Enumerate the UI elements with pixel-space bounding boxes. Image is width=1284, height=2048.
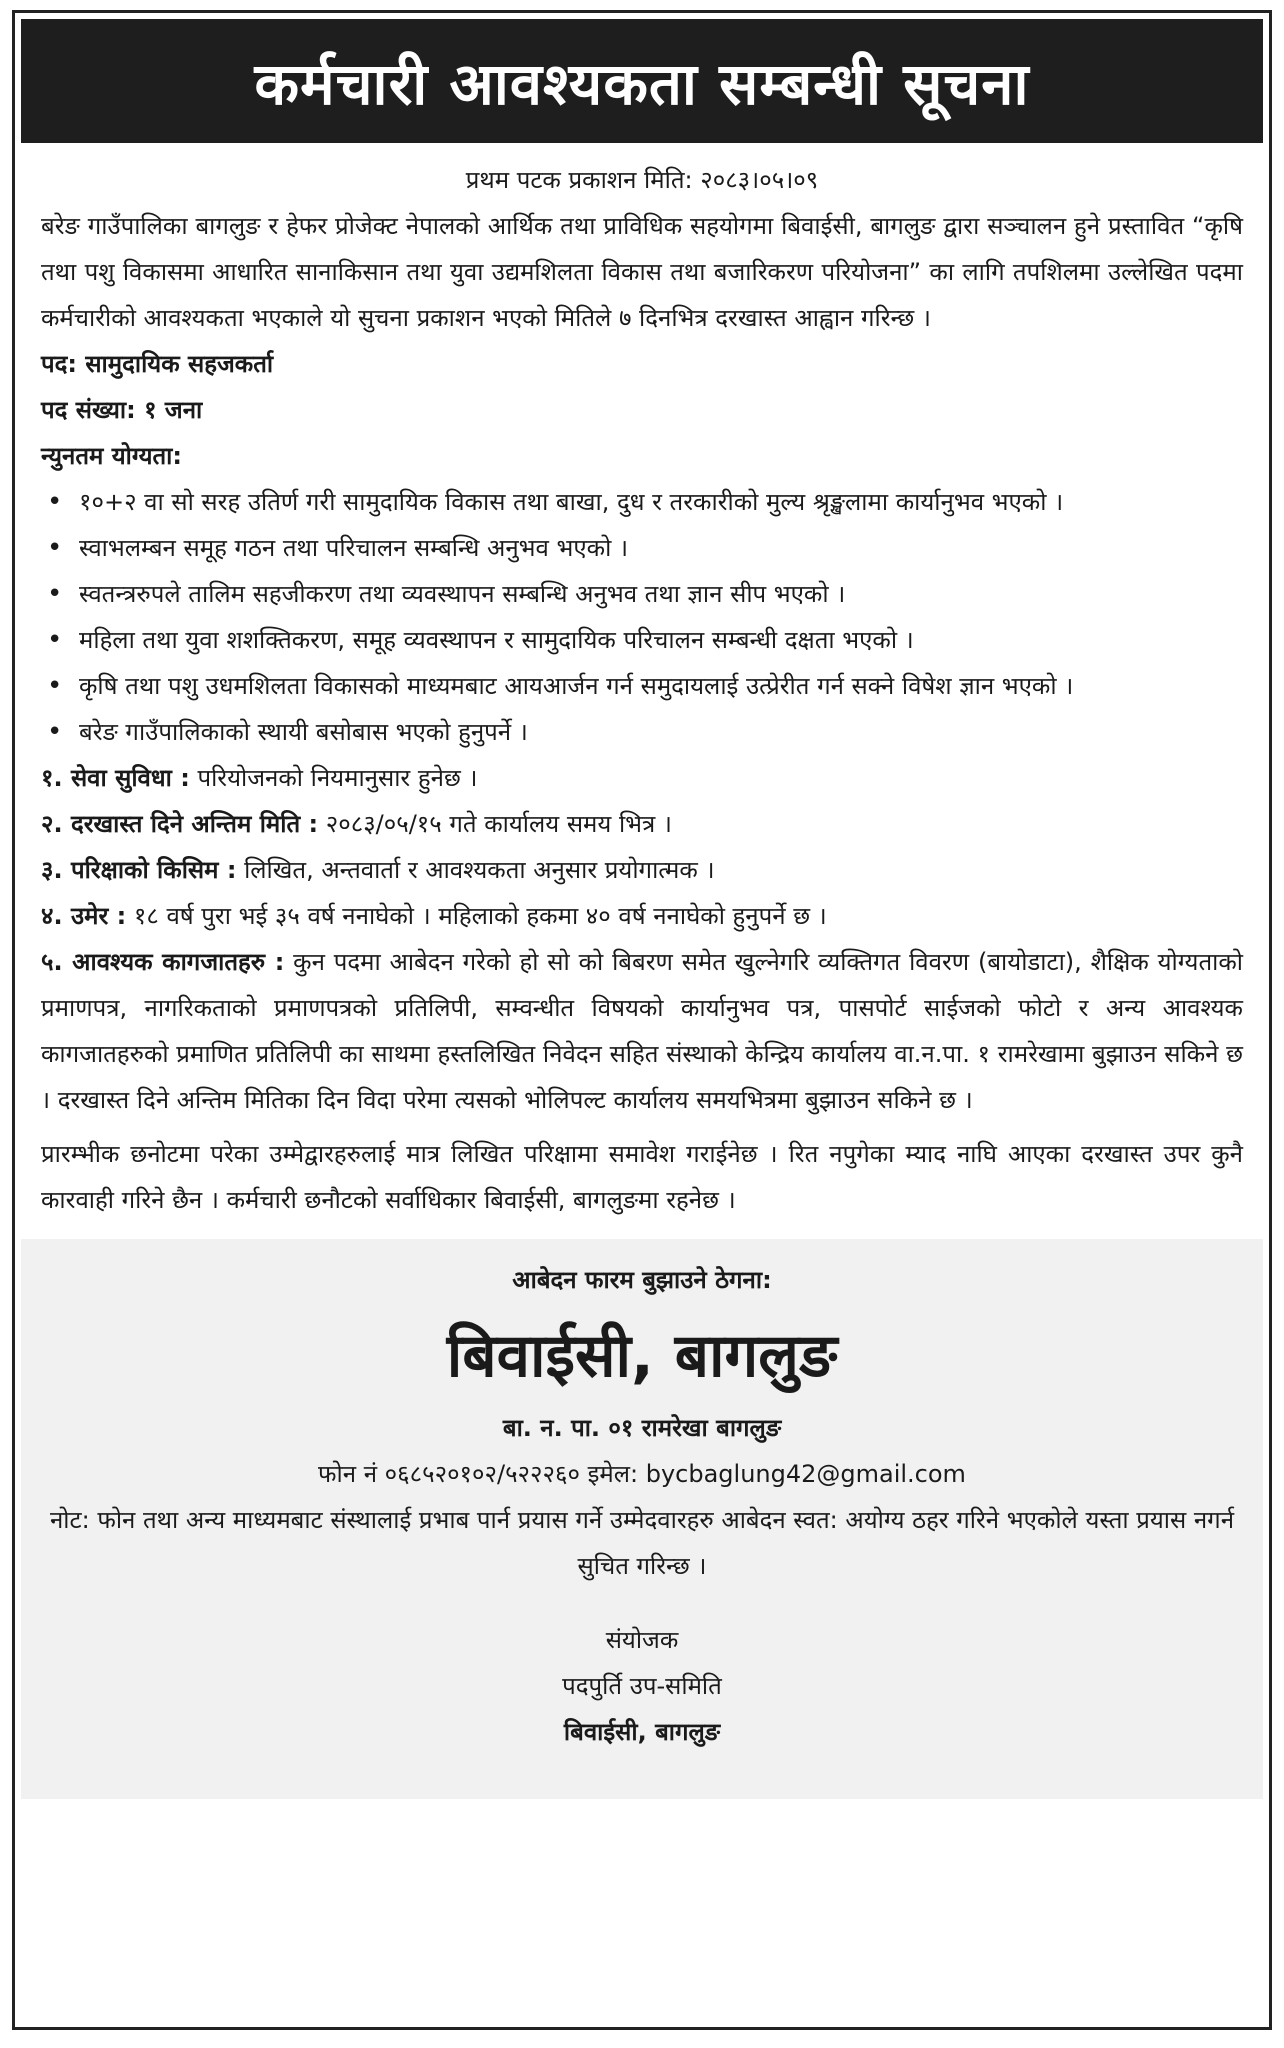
point-text: लिखित, अन्तवार्ता र आवश्यकता अनुसार प्रयोगात्मक । (236, 856, 715, 884)
qualification-item: • स्वाभलम्बन समूह गठन तथा परिचालन सम्बन्धि अनुभव भएको । (41, 525, 1243, 571)
address-heading: आबेदन फारम बुझाउने ठेगना: (512, 1266, 772, 1294)
publish-date-line: प्रथम पटक प्रकाशन मिति: २०८३।०५।०९ (465, 166, 819, 194)
point-age (41, 893, 1243, 939)
intro-paragraph: बरेङ गाउँपालिका बागलुङ र हेफर प्रोजेक्ट नेपालको आर्थिक तथा प्राविधिक सहयोगमा बिवाईसी, बागलुङ द्वारा सञ्चालन हुने प्रस्तावित “कृषि तथा पशु विकासमा आधारित सानाकिसान तथा युवा उद्यमशिलता विकास तथा बजारिकरण परियोजना” का लागि तपशिलमा उल्लेखित पदमा कर्मचारीको आवश्यकता भएकाले यो सुचना प्रकाशन भएको मितिले ७ दिनभित्र दरखास्त आह्वान गरिन्छ । (41, 212, 1243, 332)
qualification-list (41, 479, 1243, 755)
point-label: ५. आवश्यक कागजातहरु : (41, 948, 285, 976)
point-label: १. सेवा सुविधा : (41, 764, 190, 792)
organization-address: बा. न. पा. ०१ रामरेखा बागलुङ (502, 1414, 782, 1442)
notice-title: कर्मचारी आवश्यकता सम्बन्धी सूचना (254, 49, 1030, 118)
email-link[interactable]: bycbaglung42@gmail.com (645, 1460, 966, 1488)
point-benefits (41, 755, 1243, 801)
notice-body (15, 143, 1269, 1223)
contact-line (47, 1451, 1237, 1497)
point-text: परियोजनको नियमानुसार हुनेछ । (189, 764, 478, 792)
signature-block (47, 1617, 1237, 1755)
point-label: ३. परिक्षाको किसिम : (41, 856, 237, 884)
title-banner (21, 19, 1263, 143)
organization-name: बिवाईसी, बागलुङ (446, 1321, 838, 1391)
point-deadline (41, 801, 1243, 847)
point-label: २. दरखास्त दिने अन्तिम मिति : (41, 810, 319, 838)
point-text: १८ वर्ष पुरा भई ३५ वर्ष ननाघेको । महिलाको हकमा ४० वर्ष ननाघेको हुनुपर्ने छ । (126, 902, 827, 930)
qualification-item: • कृषि तथा पशु उधमशिलता विकासको माध्यमबाट आयआर्जन गर्न समुदायलाई उत्प्रेरीत गर्न सक्ने विषेश ज्ञान भएको । (41, 663, 1243, 709)
closing-paragraph: प्रारम्भीक छनोटमा परेका उम्मेद्वारहरुलाई मात्र लिखित परिक्षामा समावेश गराईनेछ । रित नपुगेका म्याद नाघि आएका दरखास्त उपर कुनै कारवाही गरिने छैन । कर्मचारी छनौटको सर्वाधिकार बिवाईसी, बागलुङमा रहनेछ । (41, 1140, 1243, 1214)
qualification-item: • स्वतन्त्ररुपले तालिम सहजीकरण तथा व्यवस्थापन सम्बन्धि अनुभव तथा ज्ञान सीप भएको । (41, 571, 1243, 617)
point-label: ४. उमेर : (41, 902, 127, 930)
notice-frame (12, 10, 1272, 2030)
warning-note: नोट: फोन तथा अन्य माध्यमबाट संस्थालाई प्रभाब पार्न प्रयास गर्ने उम्मेदवारहरु आबेदन स्वत: अयोग्य ठहर गरिने भएकोले यस्ता प्रयास नगर्न सुचित गरिन्छ । (49, 1506, 1235, 1580)
qualification-heading: न्युनतम योग्यता: (41, 442, 183, 470)
point-text: कुन पदमा आबेदन गरेको हो सो को बिबरण समेत खुल्नेगरि व्यक्तिगत विवरण (बायोडाटा), शैक्षिक योग्यताको प्रमाणपत्र, नागरिकताको प्रमाणपत्रको प्रतिलिपी, सम्वन्धीत विषयको कार्यानुभव पत्र, पासपोर्ट साईजको फोटो र अन्य आवश्यक कागजातहरुको प्रमाणित प्रतिलिपी का साथमा हस्तलिखित निवेदन सहित संस्थाको केन्द्रिय कार्यालय वा.न.पा. १ रामरेखामा बुझाउन सकिने छ । दरखास्त दिने अन्तिम मितिका दिन विदा परेमा त्यसको भोलिपल्ट कार्यालय समयभित्रमा बुझाउन सकिने छ । (41, 948, 1243, 1114)
application-address-section (21, 1239, 1263, 1799)
post-count-line: पद संख्या: १ जना (41, 396, 203, 424)
point-documents (41, 939, 1243, 1123)
point-text: २०८३/०५/१५ गते कार्यालय समय भित्र । (318, 810, 673, 838)
qualification-item: • बरेङ गाउँपालिकाको स्थायी बसोबास भएको हुनुपर्ने । (41, 709, 1243, 755)
signature-role: संयोजक (605, 1626, 679, 1654)
signature-committee: पदपुर्ति उप-समिति (562, 1672, 722, 1700)
signature-organization: बिवाईसी, बागलुङ (563, 1718, 721, 1746)
point-exam-type (41, 847, 1243, 893)
qualification-item: • महिला तथा युवा शशक्तिकरण, समूह व्यवस्थापन र सामुदायिक परिचालन सम्बन्धी दक्षता भएको । (41, 617, 1243, 663)
phone-label: फोन नं ०६८५२०१०२/५२२२६० इमेल: (318, 1460, 639, 1488)
qualification-item: • १०+२ वा सो सरह उतिर्ण गरी सामुदायिक विकास तथा बाखा, दुध र तरकारीको मुल्य श्रृङ्खलामा कार्यानुभव भएको । (41, 479, 1243, 525)
post-line: पद: सामुदायिक सहजकर्ता (41, 350, 274, 378)
